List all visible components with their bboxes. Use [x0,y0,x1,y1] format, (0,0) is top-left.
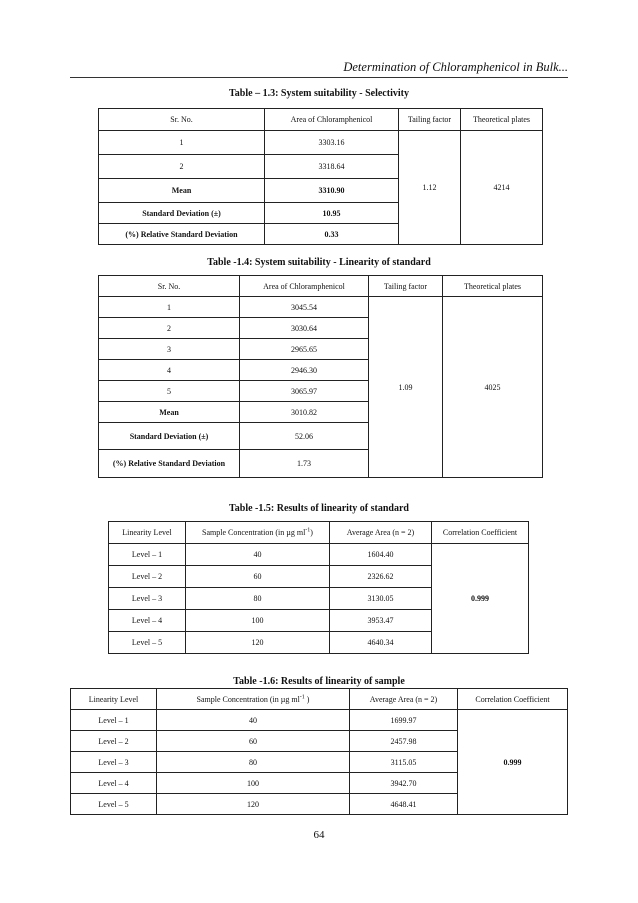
row-area: 2457.98 [350,731,458,752]
correlation-coefficient-value: 0.999 [432,544,529,654]
header-correlation-coefficient: Correlation Coefficient [432,522,529,544]
header-sample-concentration [186,522,330,544]
table-1-4-caption: Table -1.4: System suitability - Linearity of standard [207,257,431,268]
row-label: (%) Relative Standard Deviation [99,450,240,478]
row-area: 4640.34 [330,632,432,654]
row-level: Level – 2 [109,566,186,588]
header-tailing-factor: Tailing factor [399,109,461,131]
theoretical-plates-value: 4025 [443,297,543,478]
row-conc: 60 [186,566,330,588]
row-area: 1699.97 [350,710,458,731]
row-area: 0.33 [265,224,399,245]
row-level: Level – 5 [71,794,157,815]
row-conc: 100 [157,773,350,794]
table-1-3 [98,108,543,245]
row-area: 2946.30 [240,360,369,381]
row-conc: 40 [186,544,330,566]
table-1-6-caption: Table -1.6: Results of linearity of sample [233,676,405,687]
header-rule [70,77,568,78]
row-area: 3115.05 [350,752,458,773]
tailing-factor-value: 1.12 [399,131,461,245]
header-correlation-coefficient: Correlation Coefficient [458,689,568,710]
table-1-5-caption: Table -1.5: Results of linearity of standard [229,503,409,514]
correlation-coefficient-value: 0.999 [458,710,568,815]
header-conc-text: Sample Concentration (in µg ml [196,694,300,704]
row-conc: 60 [157,731,350,752]
row-area: 4648.41 [350,794,458,815]
row-label: Standard Deviation (±) [99,203,265,224]
row-area: 1.73 [240,450,369,478]
row-area: 3318.64 [265,155,399,179]
row-level: Level – 4 [109,610,186,632]
row-area: 3065.97 [240,381,369,402]
row-conc: 80 [186,588,330,610]
tailing-factor-value: 1.09 [369,297,443,478]
row-label: Standard Deviation (±) [99,423,240,450]
header-conc-end: ) [304,694,310,704]
row-area: 3942.70 [350,773,458,794]
header-area: Area of Chloramphenicol [265,109,399,131]
row-area: 2965.65 [240,339,369,360]
row-label: 3 [99,339,240,360]
header-average-area: Average Area (n = 2) [330,522,432,544]
header-sr-no: Sr. No. [99,109,265,131]
row-area: 3030.64 [240,318,369,339]
row-level: Level – 3 [109,588,186,610]
header-conc-end: ) [310,528,313,537]
header-sr-no: Sr. No. [99,276,240,297]
row-area: 2326.62 [330,566,432,588]
table-row [99,297,543,318]
page-number: 64 [313,829,325,841]
table-1-4 [98,275,543,478]
header-conc-sup: -1 [299,693,305,700]
row-level: Level – 4 [71,773,157,794]
row-area: 3010.82 [240,402,369,423]
header-theoretical-plates: Theoretical plates [461,109,543,131]
table-row [71,710,568,731]
row-label: Mean [99,402,240,423]
row-conc: 100 [186,610,330,632]
row-label: (%) Relative Standard Deviation [99,224,265,245]
table-1-6 [70,688,568,815]
row-level: Level – 5 [109,632,186,654]
row-level: Level – 3 [71,752,157,773]
row-conc: 120 [157,794,350,815]
row-area: 3045.54 [240,297,369,318]
row-level: Level – 1 [109,544,186,566]
header-conc-text: Sample Concentration (in µg ml [202,528,306,537]
row-label: 1 [99,131,265,155]
row-conc: 80 [157,752,350,773]
row-area: 3303.16 [265,131,399,155]
row-conc: 120 [186,632,330,654]
table-row [99,131,543,155]
header-linearity-level: Linearity Level [71,689,157,710]
row-label: Mean [99,179,265,203]
row-area: 52.06 [240,423,369,450]
row-area: 10.95 [265,203,399,224]
table-row [109,544,529,566]
row-level: Level – 2 [71,731,157,752]
row-level: Level – 1 [71,710,157,731]
row-area: 3130.05 [330,588,432,610]
row-label: 4 [99,360,240,381]
row-area: 1604.40 [330,544,432,566]
header-theoretical-plates: Theoretical plates [443,276,543,297]
row-conc: 40 [157,710,350,731]
header-tailing-factor: Tailing factor [369,276,443,297]
row-label: 5 [99,381,240,402]
header-sample-concentration [157,689,350,710]
header-conc-sup: -1 [305,527,311,534]
row-area: 3310.90 [265,179,399,203]
row-label: 2 [99,155,265,179]
table-1-5 [108,521,529,654]
theoretical-plates-value: 4214 [461,131,543,245]
row-label: 2 [99,318,240,339]
table-1-3-caption: Table – 1.3: System suitability - Selectivity [229,88,409,99]
header-area: Area of Chloramphenicol [240,276,369,297]
running-header: Determination of Chloramphenicol in Bulk... [343,60,568,74]
row-area: 3953.47 [330,610,432,632]
row-label: 1 [99,297,240,318]
header-average-area: Average Area (n = 2) [350,689,458,710]
header-linearity-level: Linearity Level [109,522,186,544]
